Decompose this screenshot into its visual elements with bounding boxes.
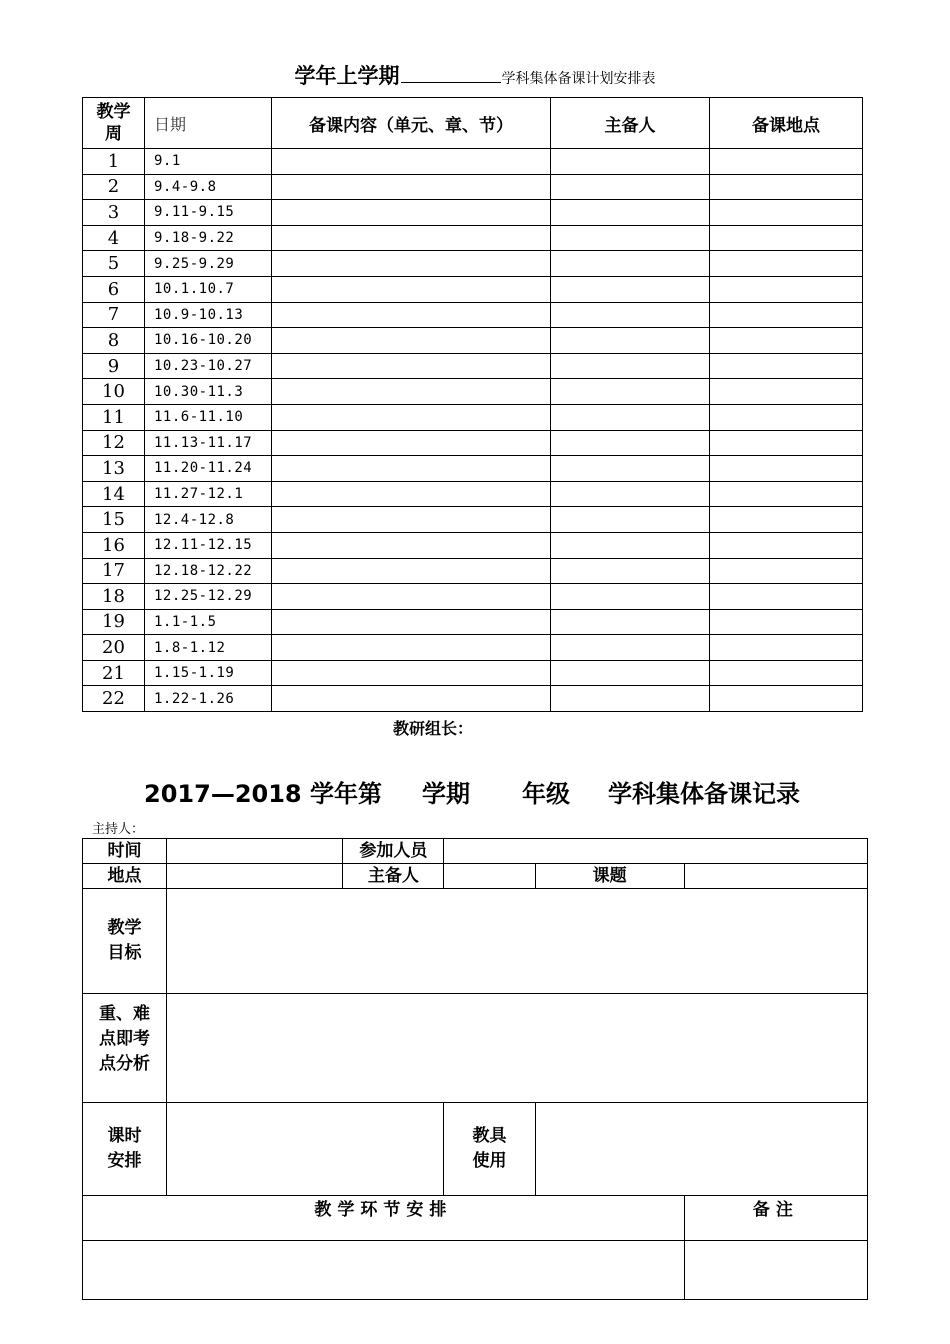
plan-row [83, 251, 863, 277]
lead-cell[interactable] [551, 200, 710, 226]
lead-cell[interactable] [551, 174, 710, 200]
lead-cell[interactable] [551, 584, 710, 610]
plan-row [83, 276, 863, 302]
location-cell[interactable] [710, 353, 863, 379]
content-cell[interactable] [272, 251, 551, 277]
plan-header-row [83, 98, 863, 149]
date-cell: 12.4-12.8 [145, 507, 272, 533]
location-cell[interactable] [710, 558, 863, 584]
week-number-cell: 9 [83, 353, 145, 379]
lead-cell[interactable] [551, 481, 710, 507]
week-number-cell: 14 [83, 481, 145, 507]
record-title [0, 774, 944, 809]
location-cell[interactable] [710, 507, 863, 533]
leader-label: 教研组长： [392, 719, 473, 738]
plan-table [82, 97, 863, 712]
plan-row [83, 507, 863, 533]
lead-cell[interactable] [551, 276, 710, 302]
location-cell[interactable] [710, 302, 863, 328]
lead-cell[interactable] [551, 404, 710, 430]
date-cell: 10.23-10.27 [145, 353, 272, 379]
content-cell[interactable] [272, 328, 551, 354]
date-cell: 10.16-10.20 [145, 328, 272, 354]
week-number-cell: 4 [83, 225, 145, 251]
lead-cell[interactable] [551, 302, 710, 328]
record-row-procedure-header [83, 1196, 868, 1241]
week-number-cell: 3 [83, 200, 145, 226]
label-objectives: 教学目标 [83, 889, 167, 994]
week-number-cell: 17 [83, 558, 145, 584]
week-number-cell: 1 [83, 149, 145, 175]
content-cell[interactable] [272, 379, 551, 405]
date-cell: 1.22-1.26 [145, 686, 272, 712]
content-cell[interactable] [272, 532, 551, 558]
key-points-value-cell[interactable] [167, 994, 868, 1103]
content-cell[interactable] [272, 430, 551, 456]
plan-title [0, 60, 950, 90]
plan-row [83, 635, 863, 661]
lead-cell[interactable] [551, 507, 710, 533]
label-procedure: 教学环节安排 [83, 1196, 685, 1241]
plan-row [83, 174, 863, 200]
content-cell[interactable] [272, 660, 551, 686]
plan-row [83, 328, 863, 354]
lead-cell[interactable] [551, 456, 710, 482]
date-cell: 11.6-11.10 [145, 404, 272, 430]
lead-cell[interactable] [551, 251, 710, 277]
location-cell[interactable] [710, 635, 863, 661]
date-cell: 11.20-11.24 [145, 456, 272, 482]
date-cell: 1.1-1.5 [145, 609, 272, 635]
header-content: 备课内容（单元、章、节） [272, 98, 551, 149]
week-number-cell: 11 [83, 404, 145, 430]
record-title-part-2: 学期 [421, 780, 470, 808]
week-number-cell: 18 [83, 584, 145, 610]
label-time: 时间 [83, 839, 167, 864]
location-cell[interactable] [710, 686, 863, 712]
label-teaching-aids: 教具使用 [444, 1103, 535, 1196]
date-cell: 12.11-12.15 [145, 532, 272, 558]
content-cell[interactable] [272, 558, 551, 584]
host-label: 主持人： [92, 822, 145, 837]
objectives-value-cell[interactable] [167, 889, 868, 994]
week-number-cell: 21 [83, 660, 145, 686]
content-cell[interactable] [272, 507, 551, 533]
location-cell[interactable] [710, 276, 863, 302]
location-cell[interactable] [710, 174, 863, 200]
record-table [82, 838, 868, 1300]
content-cell[interactable] [272, 276, 551, 302]
content-cell[interactable] [272, 584, 551, 610]
plan-row [83, 532, 863, 558]
location-cell[interactable] [710, 660, 863, 686]
content-cell[interactable] [272, 481, 551, 507]
date-cell: 10.9-10.13 [145, 302, 272, 328]
week-number-cell: 22 [83, 686, 145, 712]
lead-cell[interactable] [551, 328, 710, 354]
notes-value-cell[interactable] [684, 1241, 867, 1300]
date-cell: 1.15-1.19 [145, 660, 272, 686]
location-cell[interactable] [710, 200, 863, 226]
date-cell: 10.30-11.3 [145, 379, 272, 405]
week-number-cell: 8 [83, 328, 145, 354]
date-cell: 11.27-12.1 [145, 481, 272, 507]
week-number-cell: 19 [83, 609, 145, 635]
header-week: 教学周 [83, 98, 145, 149]
week-number-cell: 12 [83, 430, 145, 456]
week-number-cell: 16 [83, 532, 145, 558]
content-cell[interactable] [272, 686, 551, 712]
label-schedule: 课时安排 [83, 1103, 167, 1196]
location-cell[interactable] [710, 251, 863, 277]
date-cell: 10.1.10.7 [145, 276, 272, 302]
week-number-cell: 13 [83, 456, 145, 482]
plan-title-blank [401, 64, 501, 83]
record-row-schedule [83, 1103, 868, 1196]
date-cell: 9.18-9.22 [145, 225, 272, 251]
plan-row [83, 149, 863, 175]
content-cell[interactable] [272, 149, 551, 175]
lead-cell[interactable] [551, 609, 710, 635]
location-cell[interactable] [710, 456, 863, 482]
content-cell[interactable] [272, 200, 551, 226]
record-row-location [83, 864, 868, 889]
topic-value-cell[interactable] [684, 864, 867, 889]
content-cell[interactable] [272, 456, 551, 482]
teaching-aids-value-cell[interactable] [535, 1103, 867, 1196]
lead-cell[interactable] [551, 686, 710, 712]
content-cell[interactable] [272, 609, 551, 635]
header-lead: 主备人 [551, 98, 710, 149]
content-cell[interactable] [272, 404, 551, 430]
record-row-key-points [83, 994, 868, 1103]
lead-cell[interactable] [551, 660, 710, 686]
plan-title-main: 学年上学期 [294, 64, 400, 88]
participants-value-cell[interactable] [444, 839, 868, 864]
plan-row [83, 225, 863, 251]
plan-row [83, 686, 863, 712]
plan-row [83, 558, 863, 584]
time-value-cell[interactable] [167, 839, 343, 864]
content-cell[interactable] [272, 302, 551, 328]
location-cell[interactable] [710, 149, 863, 175]
lead-cell[interactable] [551, 430, 710, 456]
record-row-time [83, 839, 868, 864]
header-location: 备课地点 [710, 98, 863, 149]
lead-cell[interactable] [551, 149, 710, 175]
label-key-points: 重、难点即考点分析 [83, 994, 167, 1103]
location-cell[interactable] [710, 532, 863, 558]
lead-cell[interactable] [551, 635, 710, 661]
record-title-part-4: 学科集体备课记录 [607, 780, 800, 808]
date-cell: 9.25-9.29 [145, 251, 272, 277]
week-number-cell: 10 [83, 379, 145, 405]
location-cell[interactable] [710, 584, 863, 610]
plan-row [83, 430, 863, 456]
location-cell[interactable] [710, 609, 863, 635]
plan-row [83, 404, 863, 430]
location-cell[interactable] [710, 404, 863, 430]
plan-row [83, 609, 863, 635]
date-cell: 11.13-11.17 [145, 430, 272, 456]
plan-row [83, 200, 863, 226]
location-cell[interactable] [710, 328, 863, 354]
week-number-cell: 6 [83, 276, 145, 302]
location-cell[interactable] [710, 481, 863, 507]
week-number-cell: 15 [83, 507, 145, 533]
content-cell[interactable] [272, 635, 551, 661]
lead-cell[interactable] [551, 532, 710, 558]
label-location: 地点 [83, 864, 167, 889]
date-cell: 1.8-1.12 [145, 635, 272, 661]
lead-cell[interactable] [551, 558, 710, 584]
lead-cell[interactable] [551, 353, 710, 379]
date-cell: 9.4-9.8 [145, 174, 272, 200]
plan-row [83, 456, 863, 482]
location-cell[interactable] [710, 225, 863, 251]
date-cell: 9.11-9.15 [145, 200, 272, 226]
record-row-procedure-body [83, 1241, 868, 1300]
label-notes: 备注 [684, 1196, 867, 1241]
lead-cell[interactable] [551, 379, 710, 405]
week-number-cell: 20 [83, 635, 145, 661]
label-lead: 主备人 [343, 864, 444, 889]
content-cell[interactable] [272, 225, 551, 251]
label-participants: 参加人员 [343, 839, 444, 864]
location-value-cell[interactable] [167, 864, 343, 889]
record-row-objectives [83, 889, 868, 994]
content-cell[interactable] [272, 174, 551, 200]
plan-row [83, 353, 863, 379]
plan-title-sub: 学科集体备课计划安排表 [501, 71, 656, 87]
plan-row [83, 481, 863, 507]
label-topic: 课题 [535, 864, 684, 889]
procedure-value-cell[interactable] [83, 1241, 685, 1300]
plan-row [83, 379, 863, 405]
week-number-cell: 5 [83, 251, 145, 277]
week-number-cell: 7 [83, 302, 145, 328]
date-cell: 12.18-12.22 [145, 558, 272, 584]
plan-row [83, 584, 863, 610]
lead-cell[interactable] [551, 225, 710, 251]
record-title-part-1: 2017—2018 学年第 [144, 780, 382, 808]
header-date: 日期 [145, 98, 272, 149]
week-number-cell: 2 [83, 174, 145, 200]
record-title-part-3: 年级 [521, 780, 570, 808]
schedule-value-cell[interactable] [167, 1103, 444, 1196]
plan-row [83, 302, 863, 328]
date-cell: 12.25-12.29 [145, 584, 272, 610]
location-cell[interactable] [710, 430, 863, 456]
location-cell[interactable] [710, 379, 863, 405]
date-cell: 9.1 [145, 149, 272, 175]
lead-value-cell[interactable] [444, 864, 535, 889]
content-cell[interactable] [272, 353, 551, 379]
plan-row [83, 660, 863, 686]
